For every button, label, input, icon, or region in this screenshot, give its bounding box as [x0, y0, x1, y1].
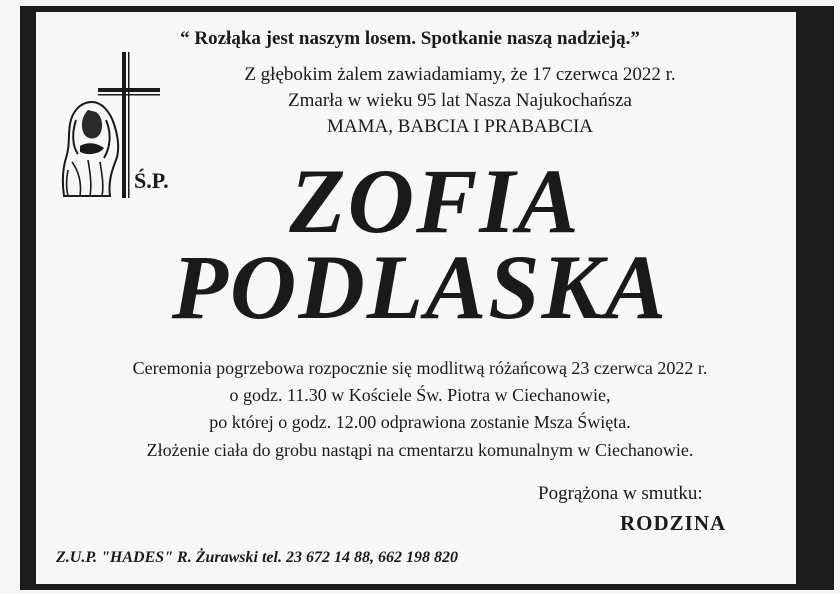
ceremony-line-3: po której o godz. 12.00 odprawiona zostanie Msza Święta.	[209, 412, 631, 432]
deceased-last-name: PODLASKA	[171, 236, 669, 338]
opening-quote: “ Rozłąka jest naszym losem. Spotkanie naszą nadzieją.”	[180, 28, 640, 49]
ceremony-line-2: o godz. 11.30 w Kościele Św. Piotra w Ciechanowie,	[229, 385, 611, 405]
ceremony-line-1: Ceremonia pogrzebowa rozpocznie się modlitwą różańcową 23 czerwca 2022 r.	[132, 358, 708, 378]
deceased-first-name: ZOFIA	[289, 150, 581, 252]
intro-line-2: Zmarła w wieku 95 lat Nasza Najukochańsza	[288, 90, 632, 111]
funeral-home-footer: Z.U.P. "HADES" R. Żurawski tel. 23 672 14 88, 662 198 820	[56, 549, 458, 566]
ceremony-line-4: Złożenie ciała do grobu nastąpi na cmentarzu komunalnym w Ciechanowie.	[146, 440, 694, 460]
family-signature: RODZINA	[620, 511, 727, 535]
intro-line-1: Z głębokim żalem zawiadamiamy, że 17 czerwca 2022 r.	[244, 64, 676, 85]
mourning-line: Pogrążona w smutku:	[538, 483, 703, 504]
intro-line-3: MAMA, BABCIA I PRABABCIA	[326, 116, 594, 137]
sp-prefix: Ś.P.	[134, 168, 169, 193]
